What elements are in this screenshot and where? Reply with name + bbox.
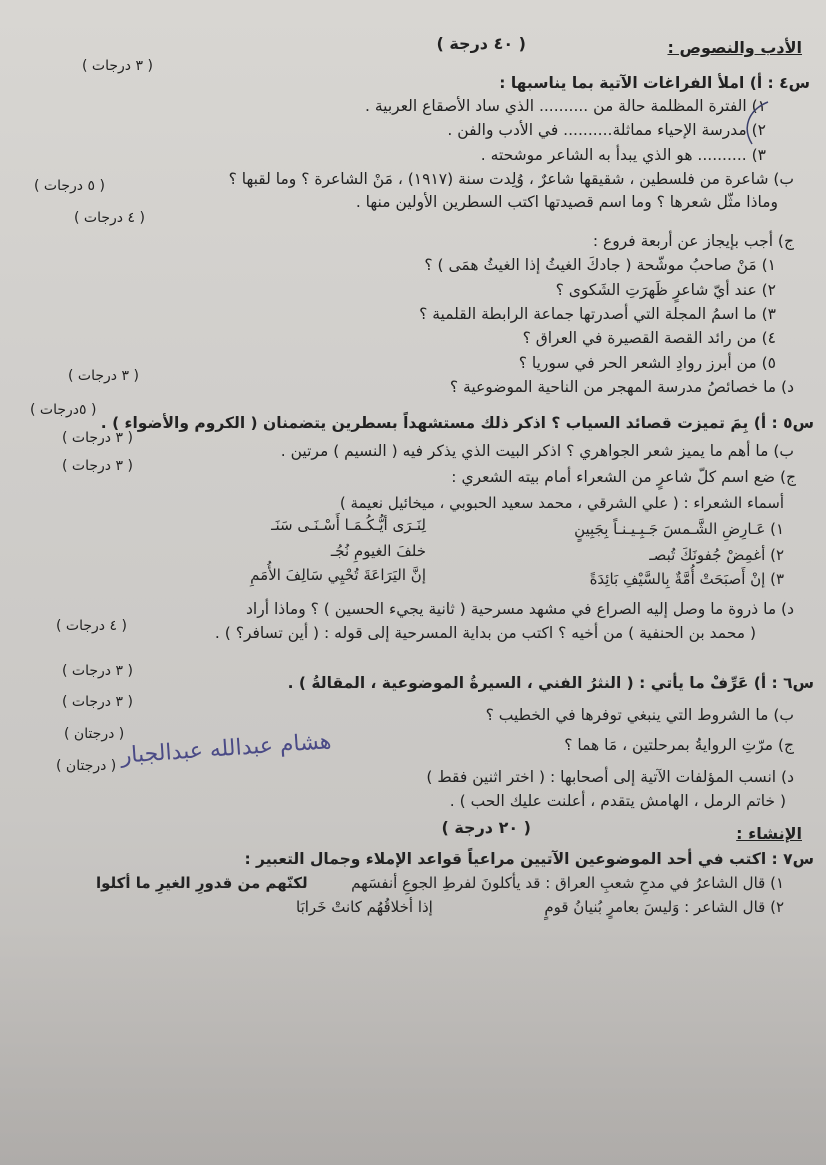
q4-c-item-3: ٣) ما اسمُ المجلة التي أصدرتها جماعة الرابطة القلمية ؟ — [419, 305, 776, 323]
q6-c-score: ( درجتان ) — [64, 726, 125, 742]
q5-d-line-2: ( محمد بن الحنفية ) من أخيه ؟ اكتب من بداية المسرحية إلى قوله : ( أين تسافر؟ ) . — [214, 624, 756, 642]
section-score-literature: ( ٤٠ درجة ) — [436, 34, 526, 53]
section-title-composition: الإنشاء : — [736, 824, 802, 843]
q6-d-works: ( خاتم الرمل ، الهامش يتقدم ، أعلنت عليك الحب ) . — [449, 792, 786, 810]
q4-d-label: د) ما خصائصُ مدرسة المهجر من الناحية الموضوعية ؟ — [449, 378, 794, 396]
q4-b-score-1: ( ٥ درجات ) — [34, 178, 105, 194]
q4-a-item-3: ٣) .......... هو الذي يبدأ به الشاعر موشحته . — [480, 146, 766, 164]
q5-verse-3-first-half: ٣) إنْ أَصبَحَتْ أُمَّةٌ بِالسَّيْفِ بَائِدَةً — [589, 570, 784, 588]
q6-b-label: ب) ما الشروط التي ينبغي توفرها في الخطيب ؟ — [485, 706, 794, 724]
page-shadow — [0, 925, 826, 1165]
q4-c-item-1: ١) مَنْ صاحبُ موشّحة ( جادكَ الغيثُ إذا الغيثُ همَى ) ؟ — [424, 256, 776, 274]
q5-verse-2-first-half: ٢) أغمِضْ جُفونَكَ تُبصـ — [649, 546, 784, 564]
q4-c-label: ج) أجب بإيجاز عن أربعة فروع : — [592, 232, 794, 250]
q5-d-score: ( ٤ درجات ) — [56, 618, 127, 634]
q4-d-score: ( ٣ درجات ) — [68, 368, 139, 384]
q5-b-label: ب) ما أهم ما يميز شعر الجواهري ؟ اذكر البيت الذي يذكر فيه ( النسيم ) مرتين . — [280, 442, 794, 460]
q5-label: س٥ : أ) بِمَ تميزت قصائد السياب ؟ اذكر ذلك مستشهداً بسطرين يتضمنان ( الكروم والأضواء ) . — [100, 414, 814, 432]
q5-poets-list: أسماء الشعراء : ( علي الشرقي ، محمد سعيد الحبوبي ، ميخائيل نعيمة ) — [339, 494, 784, 512]
q6-d-score: ( درجتان ) — [56, 758, 117, 774]
q4-b-line-1: ب) شاعرة من فلسطين ، شقيقها شاعرٌ ، وُلِدت سنة (١٩١٧) ، مَنْ الشاعرة ؟ وما لقبها ؟ — [228, 170, 794, 188]
q5-d-line-1: د) ما ذروة ما وصل إليه الصراع في مشهد مسرحية ( ثانية يجيء الحسين ) ؟ وماذا أراد — [246, 600, 794, 618]
section-score-composition: ( ٢٠ درجة ) — [441, 818, 531, 837]
q7-topic-2-first: ٢) قال الشاعر : وَليسَ بعامرٍ بُنيانُ قومٍ — [544, 898, 784, 916]
q4-b-line-2: وماذا مثّل شعرها ؟ وما اسم قصيدتها اكتب السطرين الأولين منها . — [355, 193, 778, 211]
q6-d-label: د) انسب المؤلفات الآتية إلى أصحابها : ( اختر اثنين فقط ) — [426, 768, 794, 786]
q7-topic-2-second: إذا أخلاقُهُم كانتْ خَرابَا — [296, 898, 433, 916]
q4-a-item-2: ٢) مدرسة الإحياء مماثلة.......... في الأدب والفن . — [447, 121, 766, 139]
q5-verse-3-second-half: إنَّ اليَرَاعَةَ تُحْيِي سَالِفَ الأُمَمِ — [250, 566, 426, 584]
q6-label: س٦ : أ) عَرِّفْ ما يأتي : ( النثرُ الفني ، السيرةُ الموضوعية ، المقالةُ ) . — [287, 674, 814, 692]
q6-score: ( ٣ درجات ) — [62, 663, 133, 679]
q6-c-label: ج) مرّتِ الروايةُ بمرحلتين ، مَا هما ؟ — [564, 736, 794, 754]
q5-c-score: ( ٣ درجات ) — [62, 458, 133, 474]
section-title-literature: الأدب والنصوص : — [667, 38, 802, 57]
q4-c-item-2: ٢) عند أيّ شاعرٍ ظَهرَتِ الشَكوى ؟ — [555, 281, 776, 299]
q5-score: ( ٥درجات ) — [30, 402, 97, 418]
q4-c-item-4: ٤) من رائد القصة القصيرة في العراق ؟ — [522, 329, 776, 347]
q5-verse-1-second-half: لِنَـرَى أيُّـكُـمَـا أَسْـنَـى سَنَـ — [271, 516, 426, 534]
q5-verse-1-first-half: ١) عَـارِضِ الشَّـمسَ جَـبِـيـنـاً بِجَبِينٍ — [574, 520, 784, 538]
q4-b-score-2: ( ٤ درجات ) — [74, 210, 145, 226]
q4-a-item-1: ١) الفترة المظلمة حالة من .......... الذي ساد الأصقاع العربية . — [365, 97, 766, 115]
q4-label: س٤ : أ) املأ الفراغات الآتية بما يناسبها : — [499, 74, 810, 92]
q7-label: س٧ : اكتب في أحد الموضوعين الآتيين مراعياً قواعد الإملاء وجمال التعبير : — [244, 850, 814, 868]
q5-verse-2-second-half: خلفَ الغيومِ نُجُـ — [330, 542, 426, 560]
q5-c-label: ج) ضع اسم كلّ شاعرٍ من الشعراء أمام بيته الشعري : — [451, 468, 796, 486]
q5-b-score: ( ٣ درجات ) — [62, 430, 133, 446]
q4-c-item-5: ٥) من أبرز روادِ الشعر الحر في سوريا ؟ — [518, 354, 776, 372]
q7-topic-1-first: ١) قال الشاعرُ في مدحِ شعبِ العراق : قد يأكلونَ لفرطِ الجوعِ أنفسَهم — [351, 874, 784, 892]
q7-topic-1-second: لكنّهم من قدورِ الغيرِ ما أكلوا — [96, 874, 308, 892]
pen-mark — [738, 100, 778, 150]
q4-score: ( ٣ درجات ) — [82, 58, 153, 74]
handwritten-signature: هشام عبدالله عبدالجبار — [119, 729, 333, 769]
q6-b-score: ( ٣ درجات ) — [62, 694, 133, 710]
